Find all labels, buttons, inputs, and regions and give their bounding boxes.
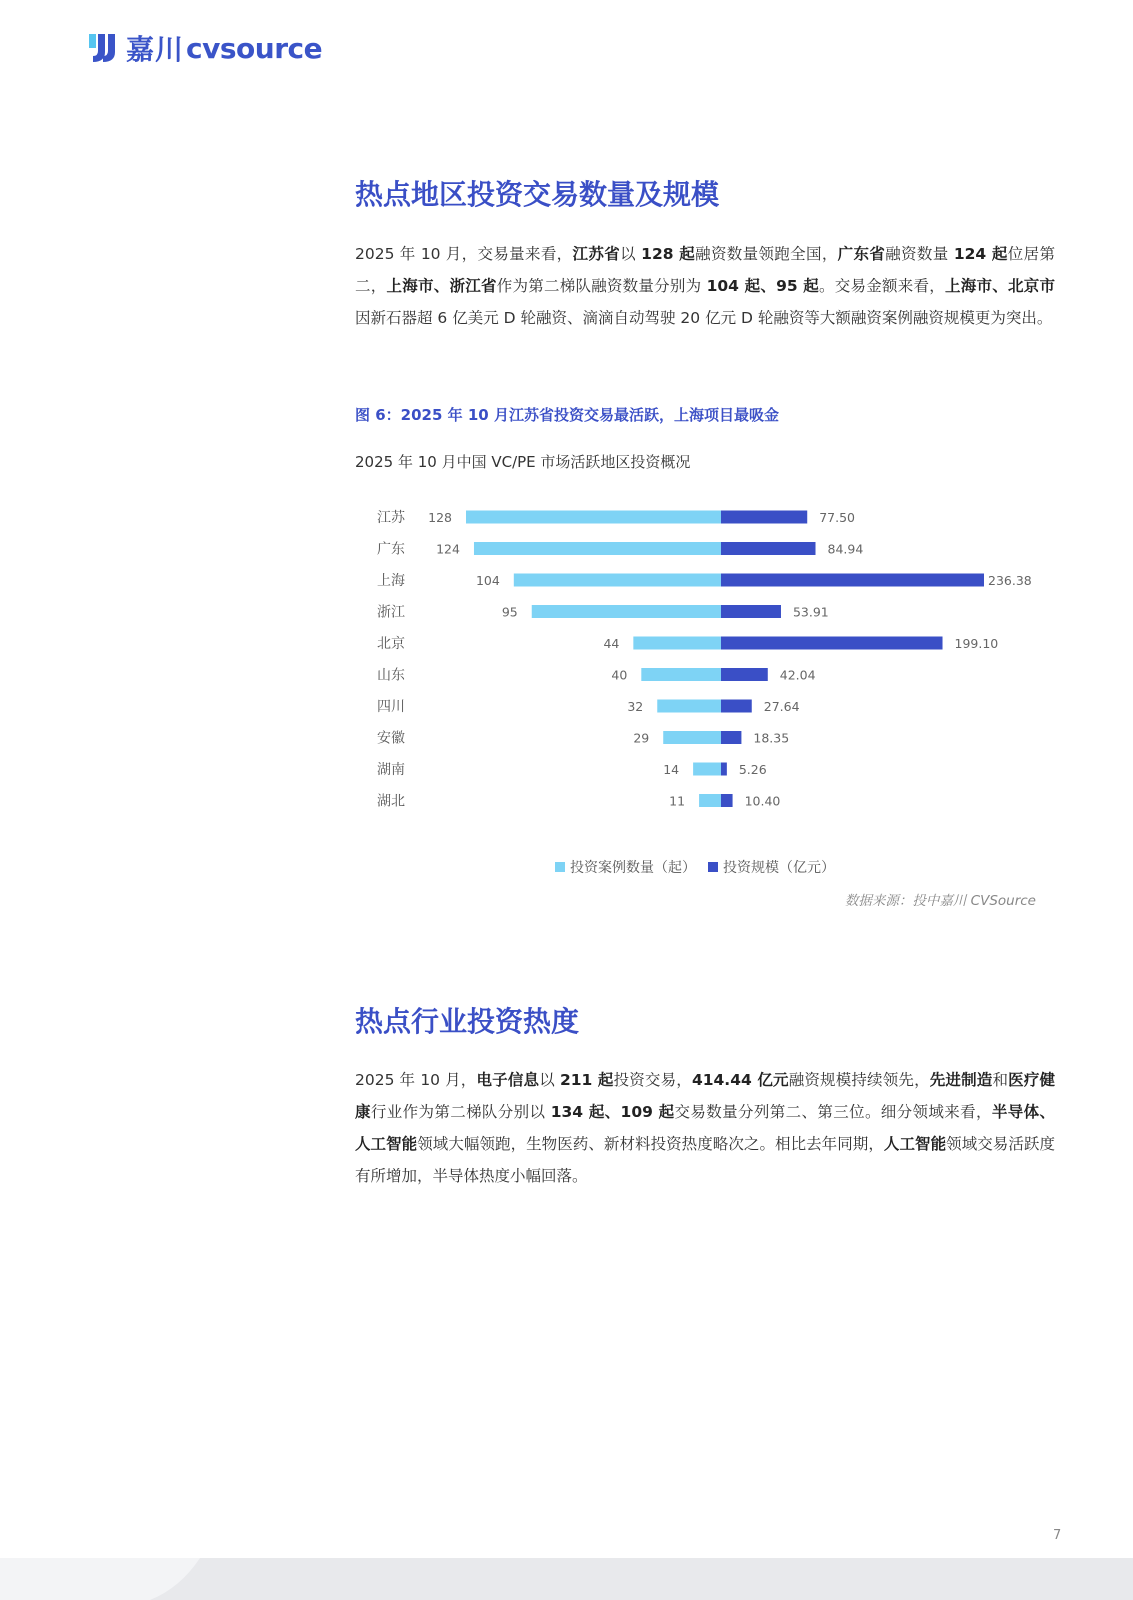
text-run: 2025 年 10 月，交易量来看， xyxy=(355,245,573,263)
text-run: 领域交易活跃度有所增加，半导体热度小幅回落。 xyxy=(355,1135,1055,1185)
category-label: 广东 xyxy=(377,541,405,558)
category-label: 山东 xyxy=(377,667,405,684)
data-label-amount: 84.94 xyxy=(827,541,864,557)
bar-count xyxy=(466,511,721,524)
bar-amount xyxy=(721,637,943,650)
data-label-amount: 42.04 xyxy=(779,667,816,683)
data-label-amount: 199.10 xyxy=(954,636,999,651)
bar-count xyxy=(663,731,721,744)
emphasis-run: 医疗健康 xyxy=(355,1071,1055,1121)
emphasis-run: 上海市、浙江省 xyxy=(386,277,497,295)
bar-count xyxy=(474,542,721,555)
figure-title: 图 6：2025 年 10 月江苏省投资交易最活跃，上海项目最吸金 xyxy=(355,406,779,424)
category-label: 湖南 xyxy=(377,762,405,778)
text-run: 投资交易， xyxy=(613,1071,692,1089)
emphasis-run: 人工智能 xyxy=(883,1135,947,1153)
emphasis-run: 211 起 xyxy=(559,1071,614,1089)
data-label-amount: 77.50 xyxy=(819,510,856,525)
chart-subtitle: 2025 年 10 月中国 VC/PE 市场活跃地区投资概况 xyxy=(355,453,691,471)
bar-amount xyxy=(721,574,984,587)
data-label-count: 128 xyxy=(428,510,452,525)
data-label-count: 95 xyxy=(501,604,518,620)
bar-count xyxy=(699,794,721,807)
category-label: 江苏 xyxy=(377,510,405,526)
logo-english-text: cvsource xyxy=(186,31,323,65)
text-run: 领域大幅领跑，生物医药、新材料投资热度略次之。相比去年同期， xyxy=(417,1135,884,1153)
legend-label-count: 投资案例数量（起） xyxy=(570,860,696,876)
bar-count xyxy=(633,637,721,650)
section-title-regions: 热点地区投资交易数量及规模 xyxy=(355,178,720,211)
category-label: 浙江 xyxy=(377,604,405,621)
bar-amount xyxy=(721,668,768,681)
legend-label-amount: 投资规模（亿元） xyxy=(723,860,835,876)
emphasis-run: 先进制造 xyxy=(929,1071,993,1089)
data-label-count: 11 xyxy=(669,793,686,809)
text-run: 交易数量分列第二、第三位。细分领域来看， xyxy=(674,1103,992,1121)
category-label: 北京 xyxy=(377,636,405,652)
brand-logo xyxy=(88,30,322,66)
data-label-amount: 27.64 xyxy=(763,699,800,714)
emphasis-run: 124 起 xyxy=(953,245,1008,263)
text-run: 以 xyxy=(620,245,642,263)
emphasis-run: 半导体、人工智能 xyxy=(355,1103,1055,1153)
text-run: 。交易金额来看， xyxy=(819,277,945,295)
bar-amount xyxy=(721,794,733,807)
emphasis-run: 电子信息 xyxy=(476,1071,540,1089)
emphasis-run: 128 起 xyxy=(641,245,696,263)
data-label-amount: 10.40 xyxy=(744,793,781,809)
bar-amount xyxy=(721,605,781,618)
text-run: 以 xyxy=(539,1071,560,1089)
bar-count xyxy=(693,763,721,776)
text-run: 位居第二， xyxy=(355,245,1055,295)
legend-swatch-count xyxy=(555,862,565,872)
data-label-amount: 18.35 xyxy=(753,730,790,746)
data-label-count: 124 xyxy=(436,541,460,557)
region-bar-chart xyxy=(355,505,1035,825)
bar-amount xyxy=(721,763,727,776)
text-run: 行业作为第二梯队分别以 xyxy=(370,1103,551,1121)
text-run: 2025 年 10 月， xyxy=(355,1071,477,1089)
text-run: 作为第二梯队融资数量分别为 xyxy=(496,277,707,295)
data-label-count: 32 xyxy=(627,699,644,714)
legend-item-count xyxy=(555,857,696,877)
category-label: 湖北 xyxy=(377,793,405,810)
emphasis-run: 414.44 亿元 xyxy=(691,1071,789,1089)
data-label-count: 104 xyxy=(475,573,500,588)
bar-amount xyxy=(721,731,741,744)
text-run: 因新石器超 6 亿美元 D 轮融资、滴滴自动驾驶 20 亿元 D 轮融资等大额融资案例融资规模更为突出。 xyxy=(355,309,1053,327)
text-run: 和 xyxy=(992,1071,1009,1089)
category-label: 安徽 xyxy=(377,730,405,747)
category-label: 四川 xyxy=(377,699,405,715)
logo-mark-icon xyxy=(88,31,122,65)
legend-item-amount xyxy=(708,857,835,877)
data-label-amount: 5.26 xyxy=(738,762,767,777)
bar-count xyxy=(657,700,721,713)
text-run: 融资数量 xyxy=(885,245,954,263)
data-label-count: 44 xyxy=(603,636,620,651)
logo-chinese-text: 嘉川 xyxy=(126,33,185,66)
data-source-note: 数据来源：投中嘉川 CVSource xyxy=(844,893,1036,909)
section-paragraph-regions xyxy=(355,238,1055,334)
chart-legend xyxy=(555,857,847,877)
bar-count xyxy=(514,574,721,587)
emphasis-run: 104 起、95 起 xyxy=(706,277,820,295)
bar-count xyxy=(532,605,721,618)
page-number: 7 xyxy=(1053,1528,1062,1543)
legend-swatch-amount xyxy=(708,862,718,872)
category-label: 上海 xyxy=(377,573,405,589)
data-label-amount: 236.38 xyxy=(988,573,1032,588)
section-paragraph-industries xyxy=(355,1064,1055,1192)
emphasis-run: 上海市、北京市 xyxy=(945,277,1055,295)
data-label-count: 14 xyxy=(663,762,680,777)
bar-amount xyxy=(721,542,816,555)
emphasis-run: 广东省 xyxy=(837,245,886,263)
bar-amount xyxy=(721,700,752,713)
emphasis-run: 134 起、109 起 xyxy=(550,1103,675,1121)
bar-count xyxy=(641,668,721,681)
text-run: 融资数量领跑全国， xyxy=(695,245,838,263)
section-title-industries: 热点行业投资热度 xyxy=(355,1005,580,1038)
footer-band xyxy=(0,1558,1133,1600)
emphasis-run: 江苏省 xyxy=(572,245,621,263)
bar-amount xyxy=(721,511,807,524)
data-label-count: 40 xyxy=(611,667,628,683)
data-label-count: 29 xyxy=(633,730,650,746)
data-label-amount: 53.91 xyxy=(792,604,829,620)
text-run: 融资规模持续领先， xyxy=(788,1071,930,1089)
